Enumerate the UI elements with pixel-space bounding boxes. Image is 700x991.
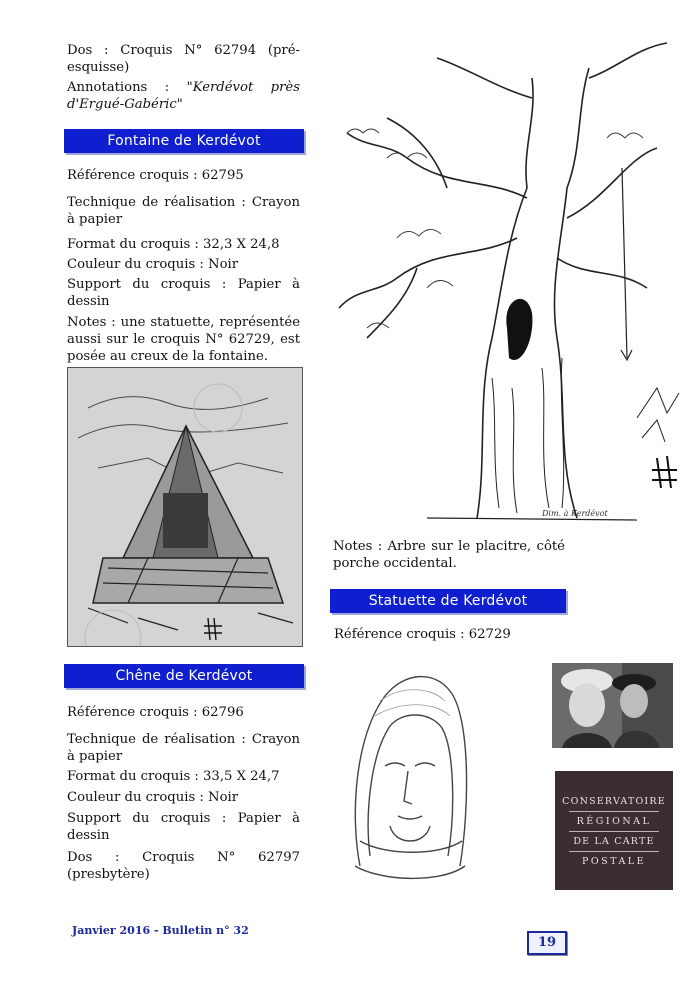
chene-dos: Dos : Croquis N° 62797 (presbytère) [67,850,300,882]
svg-text:Dim. à Kerdévot: Dim. à Kerdévot [542,509,608,518]
chene-reference: Référence croquis : 62796 [67,705,244,720]
annotations-suffix: " [176,97,183,112]
page-number: 19 [527,931,567,955]
annotations-italic: Kerdévot près d'Ergué-Gabéric [67,80,300,112]
chene-title: Chêne de Kerdévot [64,664,304,688]
annotations-prefix: Annotations : " [67,80,193,95]
fontaine-sketch-image [67,367,303,647]
chene-sketch-image [327,38,689,530]
logo-line-1: CONSERVATOIRE [562,796,666,807]
statuette-title: Statuette de Kerdévot [330,589,566,613]
annotations-line [67,79,300,113]
fontaine-reference: Référence croquis : 62795 [67,168,244,183]
fontaine-format: Format du croquis : 32,3 X 24,8 [67,237,280,252]
chene-couleur: Couleur du croquis : Noir [67,790,239,805]
statuette-sketch-image [330,656,480,888]
portrait-photo [552,663,673,748]
footer-issue: Janvier 2016 - Bulletin n° 32 [72,924,249,937]
logo-line-4: POSTALE [581,856,647,867]
chene-support: Support du croquis : Papier à dessin [67,811,300,843]
logo-line-3: DE LA CARTE [573,836,655,847]
logo-line-2: RÉGIONAL [576,816,652,827]
chene-technique: Technique de réalisation : Crayon à papier [67,732,300,764]
conservatoire-logo [555,771,673,890]
dos-line: Dos : Croquis N° 62794 (pré-esquisse) [67,43,300,75]
fontaine-support: Support du croquis : Papier à dessin [67,277,300,309]
statuette-reference: Référence croquis : 62729 [334,627,511,642]
fontaine-notes: Notes : une statuette, représentée aussi sur le croquis N° 62729, est posée au creux de la fontaine. [67,315,300,364]
chene-notes: Notes : Arbre sur le placitre, côté porche occidental. [333,539,565,571]
fontaine-technique: Technique de réalisation : Crayon à papier [67,195,300,227]
chene-format: Format du croquis : 33,5 X 24,7 [67,769,280,784]
fontaine-couleur: Couleur du croquis : Noir [67,257,239,272]
fontaine-title: Fontaine de Kerdévot [64,129,304,153]
